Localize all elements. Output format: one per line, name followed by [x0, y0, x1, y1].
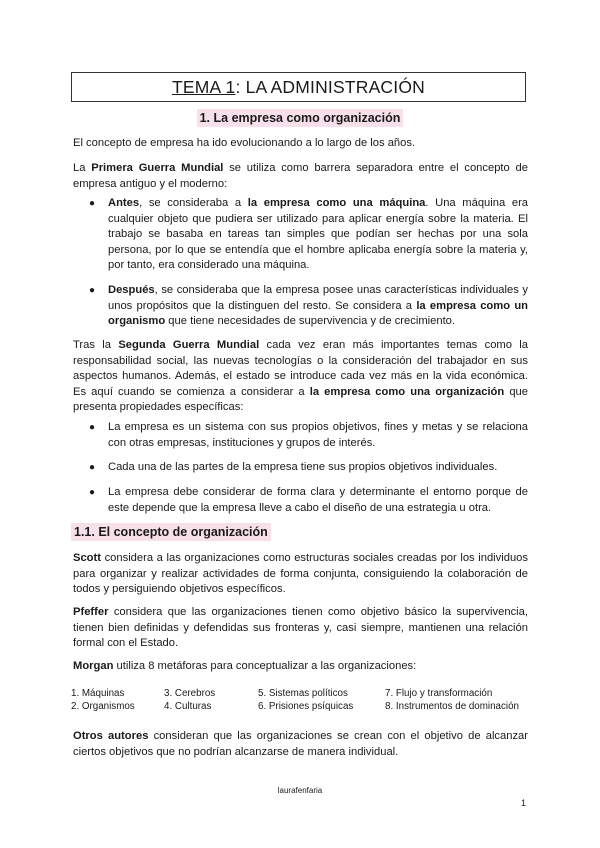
- property-item: Cada una de las partes de la empresa tiene sus propios objetivos individuales.: [108, 461, 498, 473]
- metaphor-item: 8. Instrumentos de dominación: [385, 701, 519, 712]
- section-heading-wrap: [0, 109, 600, 127]
- bold-term: la empresa como una organización: [309, 385, 505, 398]
- section-1-title: 1. La empresa como organización: [197, 109, 404, 127]
- page-title: [71, 72, 526, 102]
- scott-paragraph: [73, 551, 528, 598]
- pfeffer-paragraph: [73, 605, 528, 652]
- bold-term: Después: [108, 284, 155, 296]
- metaphor-item: 5. Sistemas políticos: [258, 688, 348, 699]
- bullet-icon: ●: [89, 198, 96, 209]
- text-run: considera a las organizaciones como estructuras sociales creadas por los individuos para organizar y realizar actividades de forma conjunta, consiguiendo la colaboración de todos y persiguiendo objetivos específicos.: [73, 552, 528, 596]
- bold-term: la empresa como un organismo: [108, 299, 528, 328]
- segunda-guerra-paragraph: [73, 338, 528, 416]
- section-1-1-title: 1.1. El concepto de organización: [71, 523, 271, 541]
- bullet-antes: [108, 196, 528, 274]
- title-prefix: TEMA 1: [172, 76, 236, 97]
- bold-term: la empresa como una máquina: [247, 197, 426, 209]
- primera-guerra-paragraph: [73, 161, 528, 192]
- metaphor-item: 4. Culturas: [164, 701, 212, 712]
- bold-term: Segunda Guerra Mundial: [118, 339, 260, 351]
- morgan-paragraph: [73, 659, 528, 675]
- bullet-despues: [108, 283, 528, 330]
- page-number: 1: [521, 798, 527, 808]
- text-run: considera que las organizaciones tienen como objetivo básico la supervivencia, tienen bien definidas y defendidas sus fronteras y, casi siempre, mantienen una relación formal con el Estado.: [73, 606, 528, 650]
- text-run: . Una máquina era cualquier objeto que pudiera ser utilizado para aplicar energía sobre la materia. El trabajo se basaba en tareas tan simples que podían ser hechas por una sola persona, por lo que se entendía que el hombre aplicaba energía sobre la materia y, por tanto, era considerado una máquina.: [108, 197, 529, 272]
- otros-autores-paragraph: [73, 729, 528, 760]
- title-rest: : LA ADMINISTRACIÓN: [235, 76, 425, 97]
- metaphor-item: 3. Cerebros: [164, 688, 216, 699]
- bullet-icon: ●: [89, 285, 96, 296]
- metaphor-item: 1. Máquinas: [71, 688, 125, 699]
- text-run: utiliza 8 metáforas para conceptualizar a las organizaciones:: [113, 660, 417, 672]
- bullet-icon: ●: [89, 422, 96, 433]
- bold-term: Antes: [108, 197, 140, 209]
- text-run: que tiene necesidades de supervivencia y de crecimiento.: [165, 315, 456, 328]
- metaphor-item: 7. Flujo y transformación: [385, 688, 493, 699]
- author-name: Morgan: [73, 660, 114, 672]
- text-run: , se consideraba a: [139, 197, 248, 209]
- metaphor-item: 2. Organismos: [71, 701, 135, 712]
- text-run: , se consideraba que la empresa posee unas características individuales y unos propósitos que la distinguen del resto. Se considera a: [108, 284, 528, 312]
- text-run: se utiliza como barrera separadora entre el concepto de empresa antiguo y el moderno:: [73, 162, 528, 190]
- intro-paragraph: El concepto de empresa ha ido evolucionando a lo largo de los años.: [73, 137, 416, 149]
- bullet-icon: ●: [89, 462, 96, 473]
- footer-author: laurafenfaria: [277, 786, 323, 795]
- text-run: consideran que las organizaciones se crean con el objetivo de alcanzar ciertos objetivos que no podrían alcanzarse de manera individual.: [73, 730, 529, 758]
- property-item: La empresa es un sistema con sus propios objetivos, fines y metas y se relaciona con otras empresas, instituciones y grupos de interés.: [108, 421, 528, 449]
- author-name: Scott: [73, 552, 101, 564]
- text-run: cada vez eran más importantes temas como la responsabilidad social, las nuevas tecnologías o la consideración del trabajador en sus aspectos humanos. Además, el estado se introduce cada vez más en la vida económica. Es aquí cuando se comienza a considerar a: [73, 339, 528, 398]
- text-run: Tras la: [73, 339, 119, 351]
- bullet-icon: ●: [89, 487, 96, 498]
- text-run: que presenta propiedades específicas:: [73, 385, 529, 414]
- metaphor-item: 6. Prisiones psíquicas: [258, 701, 354, 712]
- property-item: La empresa debe considerar de forma clara y determinante el entorno porque de este depende que la empresa lleve a cabo el diseño de una estrategia u otra.: [108, 486, 528, 514]
- bold-term: Otros autores: [73, 730, 149, 742]
- bold-term: Primera Guerra Mundial: [91, 162, 224, 174]
- text-run: La: [73, 162, 92, 174]
- author-name: Pfeffer: [73, 606, 109, 618]
